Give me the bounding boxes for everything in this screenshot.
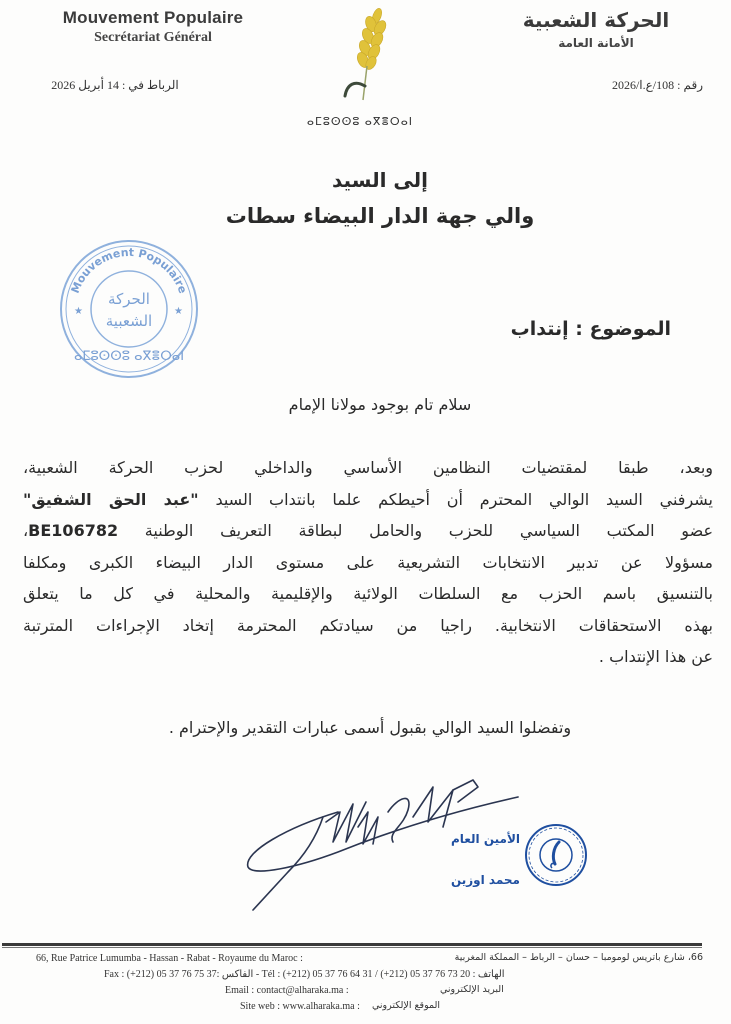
svg-text:★: ★ xyxy=(74,306,83,317)
wheat-ear-icon xyxy=(325,6,405,102)
stamp-center-line2: الشعبية xyxy=(105,312,153,330)
addressee-salutation: إلى السيد xyxy=(332,168,428,192)
footer-website-label-ar: الموقع الإلكتروني xyxy=(372,1000,441,1011)
letter-body xyxy=(23,452,713,673)
footer-address-ar: 66، شارع باتريس لومومبا – حسان – الرباط – المملكة المغربية xyxy=(454,952,703,963)
body-line xyxy=(23,484,713,516)
org-name-fr: Mouvement Populaire xyxy=(62,8,244,27)
org-subtitle-fr: Secrétariat Général xyxy=(94,30,212,45)
footer-email-label-ar: البريد الإلكتروني xyxy=(440,984,504,995)
footer-email: Email : contact@alharaka.ma : xyxy=(225,985,349,996)
org-subtitle-ar: الأمانة العامة xyxy=(558,36,634,50)
footer-phone-fax: Fax : (+212) 05 37 76 75 37: الفاكس - Tél : (+212) 05 37 76 64 31 / (+212) 05 37 76 73 20 : الهاتف xyxy=(104,969,505,980)
svg-text:★: ★ xyxy=(174,306,183,317)
footer-divider xyxy=(2,943,702,946)
stamp-tifinagh: ⴰⵎⵓⵙⵙⵓ ⴰⴳⴻⵔⴰⵏ xyxy=(73,349,185,364)
footer-divider-thin xyxy=(2,947,702,948)
body-line: وبعد، طبقا لمقتضيات النظامين الأساسي والداخلي لحزب الحركة الشعبية، xyxy=(23,458,713,477)
body-line: مسؤولا عن تدبير الانتخابات التشريعية على مستوى الدار البيضاء الكبرى ومكلفا xyxy=(23,552,713,572)
footer-website: Site web : www.alharaka.ma : xyxy=(240,1001,360,1012)
body-text: يشرفني السيد الوالي المحترم أن أحيطكم علما بانتداب السيد xyxy=(198,489,714,509)
footer-address-fr: 66, Rue Patrice Lumumba - Hassan - Rabat - Royaume du Maroc : xyxy=(36,953,303,964)
body-line: بهذه الاستحقاقات الانتخابية. راجيا من سيادتكم المحترمة إتخاد الإجراءات المترتبة xyxy=(23,615,713,635)
stamp-ring-text: Mouvement Populaire xyxy=(68,245,190,296)
delegate-name: "عبد الحق الشفيق" xyxy=(23,489,199,509)
subject-line: الموضوع : إنتداب xyxy=(510,318,671,340)
body-text: عضو المكتب السياسي للحزب والحامل لبطاقة التعريف الوطنية xyxy=(118,521,713,540)
org-name-ar: الحركة الشعبية xyxy=(522,8,670,32)
reference-number: رقم : 108/ع.ا/2026 xyxy=(611,78,703,92)
addressee-title: والي جهة الدار البيضاء سطات xyxy=(225,204,535,228)
signature-seal xyxy=(523,822,589,888)
body-line: عن هذا الإنتداب . xyxy=(598,647,713,666)
signatory-name: محمد اوزين xyxy=(450,873,520,887)
organization-stamp xyxy=(58,238,200,380)
date-line: الرباط في : 14 أبريل 2026 xyxy=(51,78,179,92)
greeting: سلام تام بوجود مولانا الإمام xyxy=(288,395,472,414)
tifinagh-org-name: ⴰⵎⵓⵙⵙⵓ ⴰⴳⴻⵔⴰⵏ xyxy=(306,115,414,128)
body-line xyxy=(23,515,713,547)
id-card-number: BE106782 xyxy=(28,521,119,540)
stamp-center-line1: الحركة xyxy=(108,290,150,308)
signatory-title: الأمين العام xyxy=(450,832,520,846)
body-text: ، xyxy=(23,521,29,540)
closing-line: وتفضلوا السيد الوالي بقبول أسمى عبارات التقدير والإحترام . xyxy=(168,718,572,737)
body-line: بالتنسيق باسم الحزب مع السلطات الولائية والإقليمية والمحلية في كل ما يتعلق xyxy=(23,584,713,603)
